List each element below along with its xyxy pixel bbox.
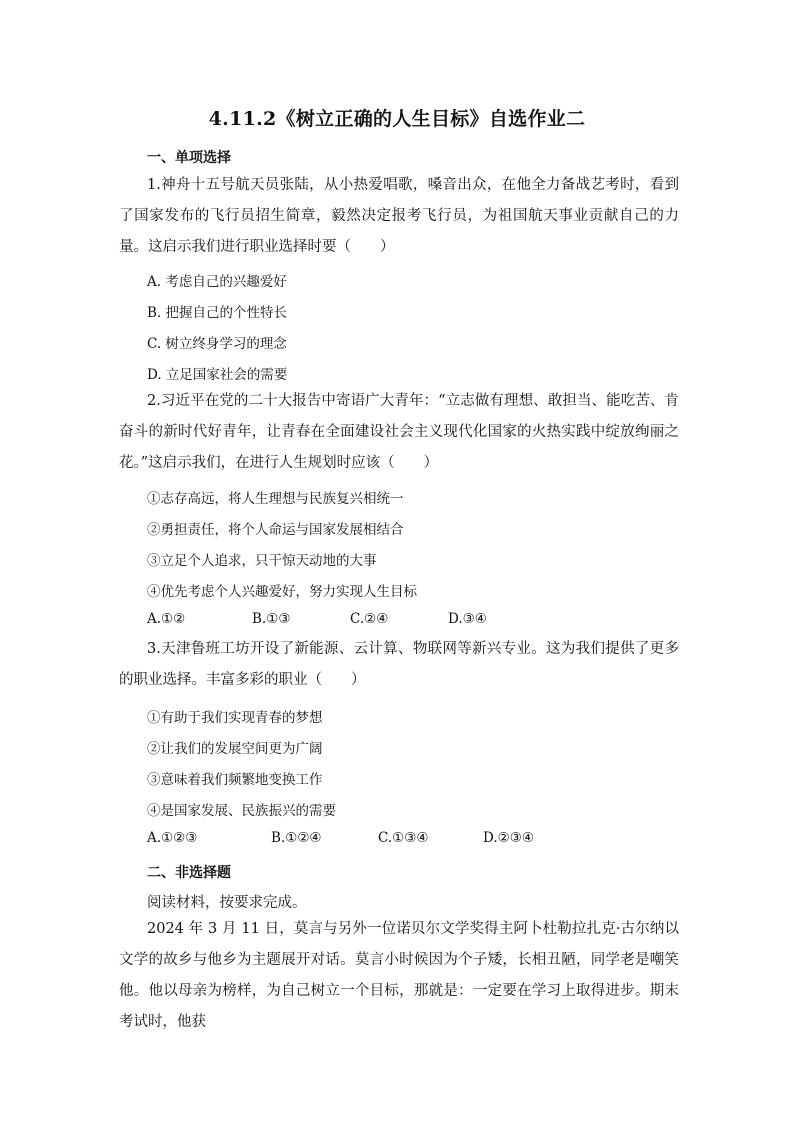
- question-2-stem: 2.习近平在党的二十大报告中寄语广大青年：“立志做有理想、敢担当、能吃苦、肯奋斗的新时代好青年，让青春在全面建设社会主义现代化国家的火热实践中绽放绚丽之花。”这启示我们，在进行人生规划时应该（ ）: [119, 393, 679, 471]
- question-3-choice-c: C.①③④: [378, 830, 429, 846]
- question-3-item-2: ②让我们的发展空间更为广阔: [147, 741, 323, 757]
- question-3-choice-a: A.①②③: [147, 830, 198, 846]
- question-2-item-4: ④优先考虑个人兴趣爱好，努力实现人生目标: [147, 584, 417, 600]
- question-3-item-1: ①有助于我们实现青春的梦想: [147, 710, 323, 726]
- section-heading-single-choice: 一、单项选择: [147, 150, 231, 166]
- question-1-option-c: C. 树立终身学习的理念: [147, 336, 287, 352]
- question-2-item-2: ②勇担责任，将个人命运与国家发展相结合: [147, 522, 404, 538]
- section-heading-non-choice: 二、非选择题: [147, 865, 231, 881]
- question-1-stem: 1.神舟十五号航天员张陆，从小热爱唱歌，嗓音出众，在他全力备战艺考时，看到了国家发布的飞行员招生简章，毅然决定报考飞行员，为祖国航天事业贡献自己的力量。这启示我们进行职业选择时要（ ）: [119, 177, 679, 255]
- reading-instruction: 阅读材料，按要求完成。: [147, 895, 307, 911]
- reading-material: 2024 年 3 月 11 日，莫言与另外一位诺贝尔文学奖得主阿卜杜勒拉扎克·古尔纳以文学的故乡与他乡为主题展开对话。莫言小时候因为个子矮，长相丑陋，同学老是嘲笑他。他以母亲为榜样，为自己树立一个目标，那就是：一定要在学习上取得进步。期末考试时，他获: [119, 921, 679, 1030]
- document-title: 4.11.2《树立正确的人生目标》自选作业二: [208, 108, 586, 130]
- question-3-item-4: ④是国家发展、民族振兴的需要: [147, 803, 336, 819]
- question-2-choice-c: C.②④: [350, 611, 389, 627]
- question-2-item-1: ①志存高远，将人生理想与民族复兴相统一: [147, 491, 404, 507]
- question-2-choice-a: A.①②: [147, 611, 186, 627]
- question-3-choice-d: D.②③④: [483, 830, 534, 846]
- question-3-stem: 3.天津鲁班工坊开设了新能源、云计算、物联网等新兴专业。这为我们提供了更多的职业选择。丰富多彩的职业（ ）: [119, 641, 679, 688]
- question-3-choice-b: B.①②④: [271, 830, 322, 846]
- question-1-option-d: D. 立足国家社会的需要: [147, 367, 288, 383]
- question-1-option-b: B. 把握自己的个性特长: [147, 305, 288, 321]
- question-2-choice-d: D.③④: [448, 611, 487, 627]
- question-1-option-a: A. 考虑自己的兴趣爱好: [147, 274, 287, 290]
- question-2-choice-b: B.①③: [252, 611, 291, 627]
- question-2-item-3: ③立足个人追求，只干惊天动地的大事: [147, 553, 377, 569]
- question-3-item-3: ③意味着我们频繁地变换工作: [147, 772, 323, 788]
